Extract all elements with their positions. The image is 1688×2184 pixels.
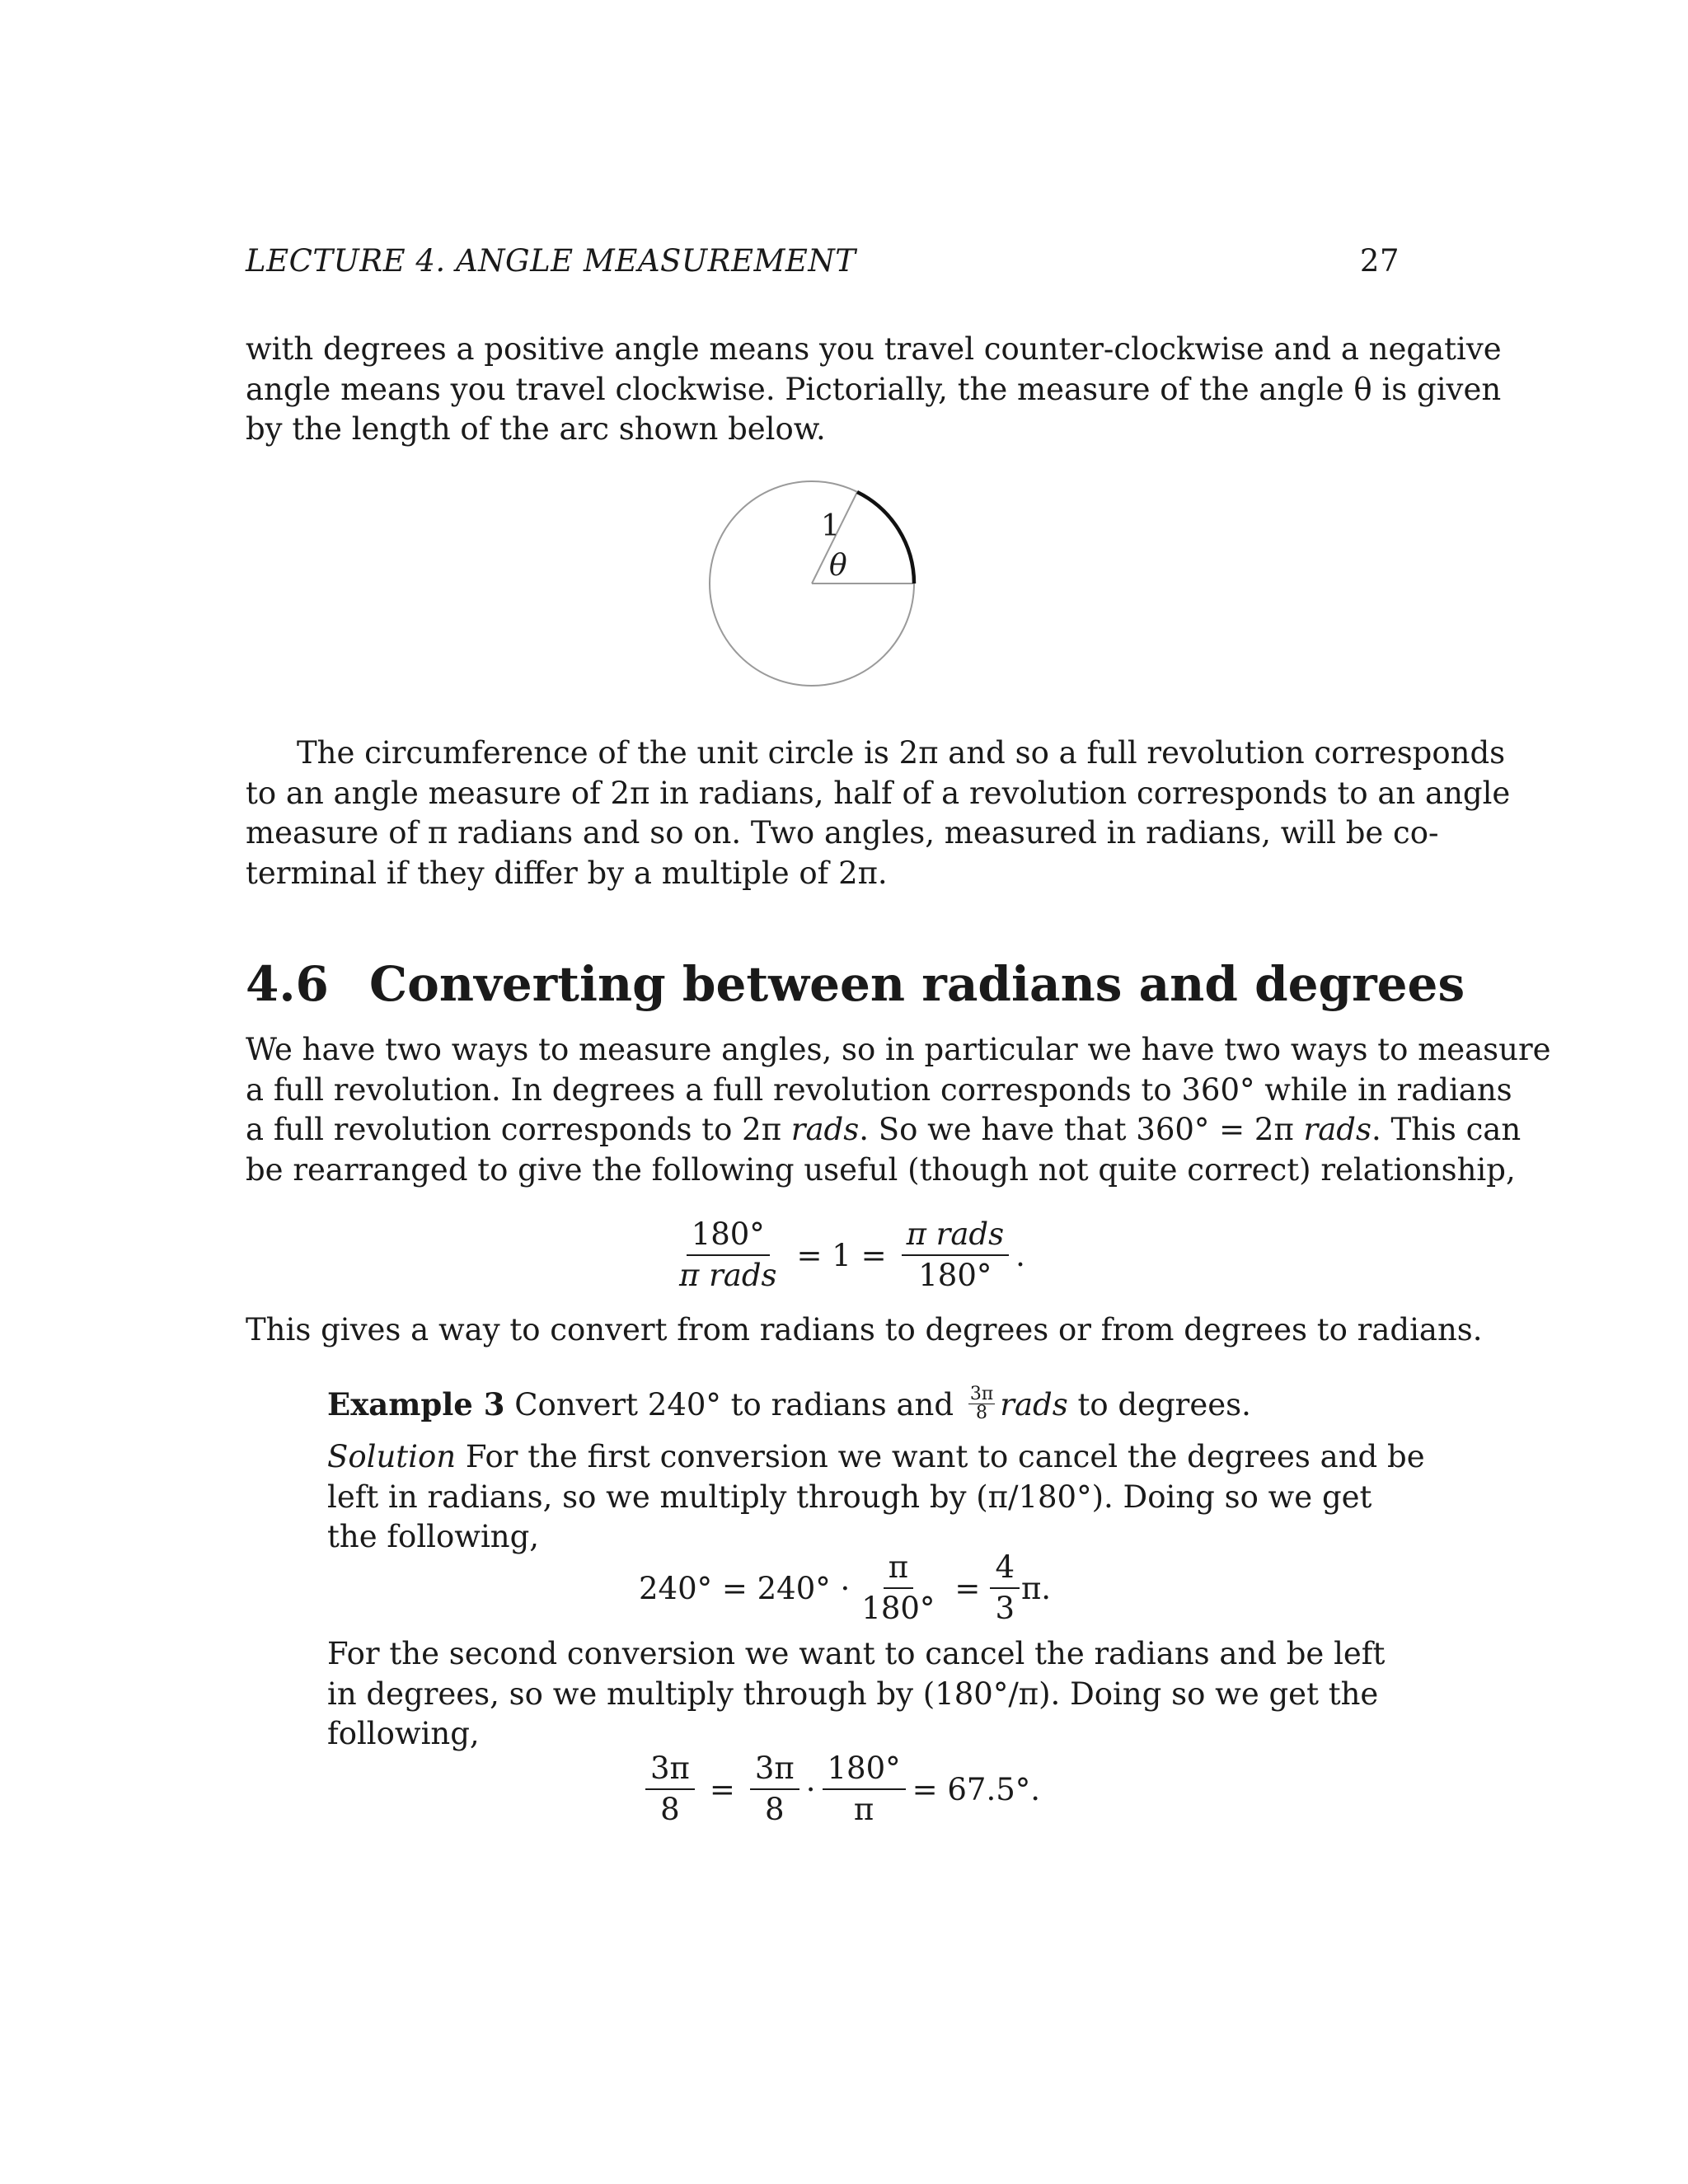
example-label: Example 3 <box>327 1386 505 1422</box>
fraction <box>645 1752 695 1826</box>
text-line: to an angle measure of 2π in radians, half of a revolution corresponds to an angle <box>246 775 1511 811</box>
equals-one: = 1 = <box>796 1237 887 1273</box>
result-tail: = 67.5°. <box>912 1771 1041 1807</box>
rads-unit: rads <box>1303 1112 1372 1147</box>
text-line: We have two ways to measure angles, so in particular we have two ways to measure <box>246 1032 1551 1067</box>
text-line: the following, <box>327 1519 540 1554</box>
numerator: 4 <box>990 1551 1020 1589</box>
intro-paragraph <box>246 330 1502 450</box>
equation-3pi-conversion <box>639 1752 1040 1826</box>
inline-fraction <box>968 1385 995 1422</box>
rads-unit: rads <box>790 1112 860 1147</box>
denominator: π <box>853 1792 874 1827</box>
text-line <box>327 1437 1425 1478</box>
result-tail: π. <box>1020 1570 1052 1606</box>
text-line: following, <box>327 1716 480 1751</box>
text-run: For the first conversion we want to cancel the degrees and be <box>456 1439 1425 1474</box>
solution-part-two <box>327 1634 1386 1755</box>
example-block <box>327 1385 1320 1426</box>
text-line: left in radians, so we multiply through by (π/180°). Doing so we get <box>327 1479 1372 1515</box>
text-line: in degrees, so we multiply through by (180°/π). Doing so we get the <box>327 1675 1379 1712</box>
text-line <box>246 1110 1522 1151</box>
angle-label: θ <box>829 549 847 583</box>
denominator: 3 <box>995 1591 1015 1626</box>
example-statement <box>327 1385 1320 1426</box>
equation-lhs: 240° = 240° · <box>639 1570 851 1606</box>
equals-sign: = <box>709 1771 735 1807</box>
arc-theta <box>857 492 914 583</box>
fraction <box>823 1752 906 1826</box>
page-number: 27 <box>1359 243 1400 279</box>
denominator: 8 <box>976 1403 988 1423</box>
text-line: terminal if they differ by a multiple of 2π. <box>246 855 888 891</box>
fraction <box>902 1218 1010 1292</box>
section-number: 4.6 <box>246 956 329 1012</box>
numerator: 3π <box>969 1384 994 1404</box>
text-line: by the length of the arc shown below. <box>246 411 826 447</box>
equation-240-conversion <box>639 1551 1051 1625</box>
unit-circle-figure <box>692 478 931 701</box>
fraction <box>856 1551 940 1625</box>
denominator: 180° <box>861 1591 935 1626</box>
numerator: 3π <box>645 1752 695 1790</box>
solution-label: Solution <box>327 1439 457 1474</box>
numerator: 180° <box>687 1218 770 1256</box>
circumference-paragraph <box>246 733 1511 893</box>
running-header <box>246 243 1400 279</box>
text-line: angle means you travel clockwise. Pictorially, the measure of the angle θ is given <box>246 371 1502 407</box>
text-line: a full revolution. In degrees a full revolution corresponds to 360° while in radians <box>246 1071 1512 1108</box>
numerator: 180° <box>823 1752 906 1790</box>
fraction <box>674 1218 782 1292</box>
text-line: be rearranged to give the following useful (though not quite correct) relationship, <box>246 1151 1516 1188</box>
equals-sign: = <box>954 1570 981 1606</box>
text-run: a full revolution corresponds to 2π <box>246 1112 791 1147</box>
text-run: . So we have that 360° = 2π <box>859 1112 1304 1147</box>
text-line: measure of π radians and so on. Two angles, measured in radians, will be co- <box>246 815 1439 851</box>
text-line: The circumference of the unit circle is 2π and so a full revolution corresponds <box>297 735 1506 771</box>
text-line: This gives a way to convert from radians to degrees or from degrees to radians. <box>246 1312 1483 1347</box>
rads-unit: rads <box>1000 1387 1068 1422</box>
denominator: 8 <box>765 1792 785 1827</box>
denominator: 180° <box>918 1258 992 1293</box>
solution-part-one <box>327 1437 1425 1558</box>
numerator: 3π <box>750 1752 799 1790</box>
multiply-dot: · <box>805 1771 816 1807</box>
numerator: π rads <box>902 1218 1010 1256</box>
numerator: π <box>884 1551 913 1589</box>
period: . <box>1015 1237 1025 1273</box>
text-run: Convert 240° to radians and <box>504 1387 964 1422</box>
gives-paragraph <box>246 1310 1483 1351</box>
section-heading <box>246 956 1465 1012</box>
fraction <box>990 1551 1020 1625</box>
radius-label: 1 <box>821 509 840 543</box>
conversion-paragraph <box>246 1030 1551 1190</box>
equation-relationship <box>668 1218 1025 1292</box>
text-line: For the second conversion we want to cancel the radians and be left <box>327 1636 1386 1671</box>
denominator: π rads <box>679 1258 777 1293</box>
text-run: to degrees. <box>1067 1387 1251 1422</box>
fraction <box>750 1752 799 1826</box>
running-title: LECTURE 4. ANGLE MEASUREMENT <box>246 243 856 279</box>
section-title: Converting between radians and degrees <box>369 956 1465 1012</box>
denominator: 8 <box>660 1792 680 1827</box>
text-run: . This can <box>1371 1112 1522 1147</box>
text-line: with degrees a positive angle means you travel counter-clockwise and a negative <box>246 331 1502 367</box>
